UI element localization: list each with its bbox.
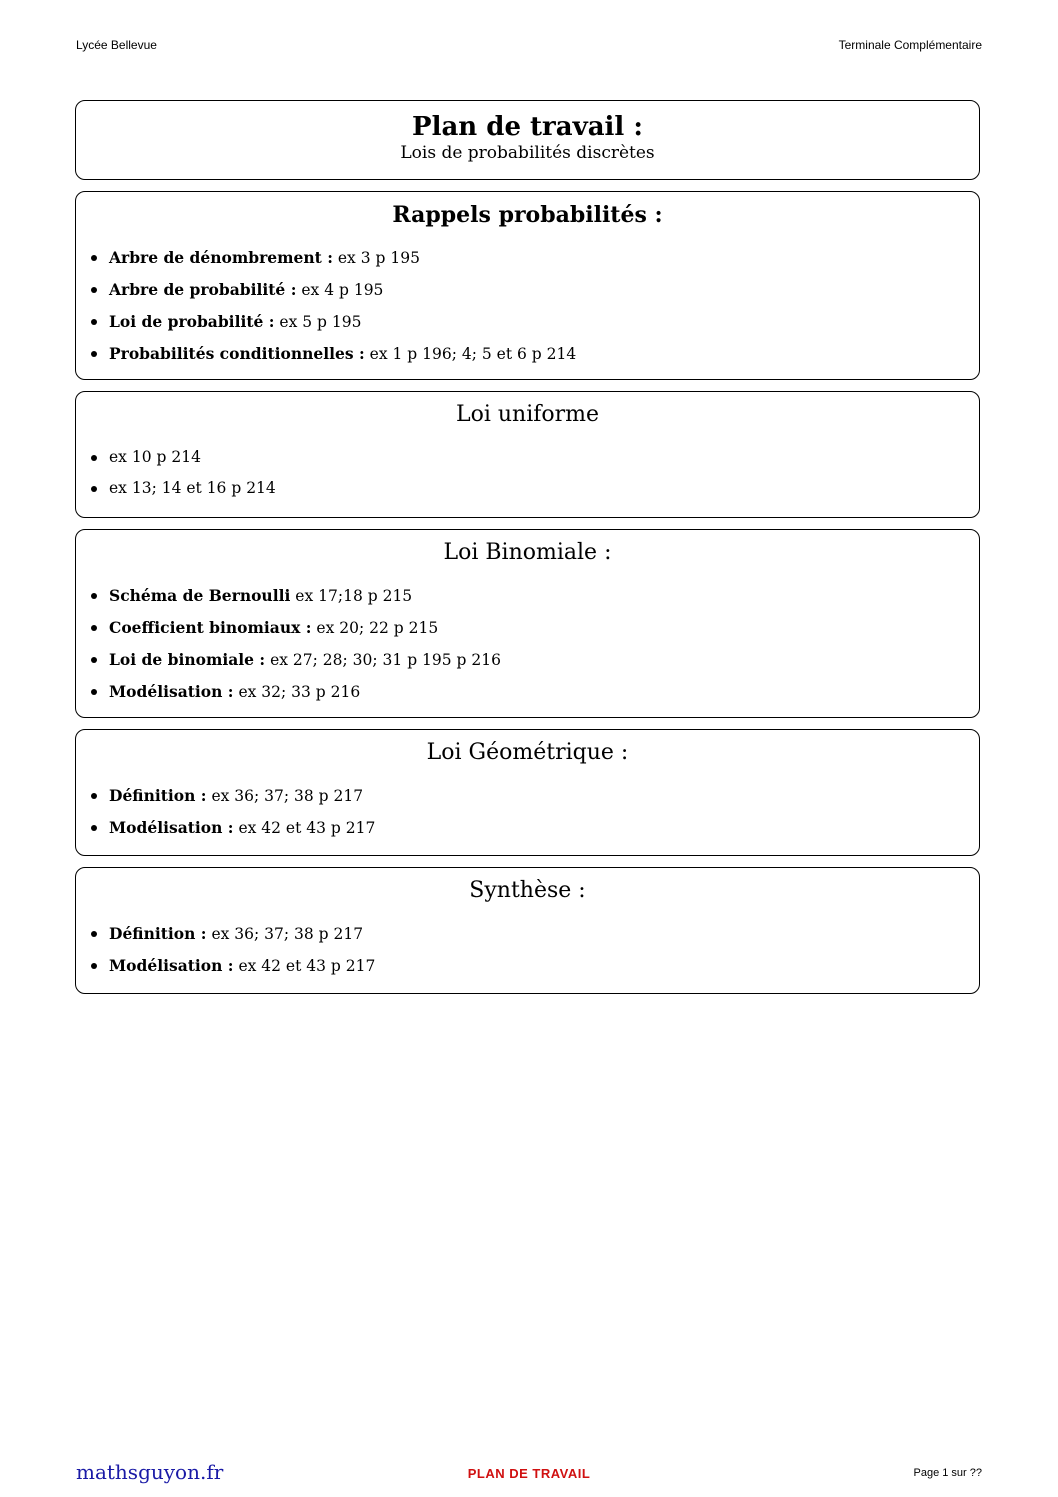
list-item xyxy=(90,918,979,950)
item-text: ex 1 p 196; 4; 5 et 6 p 214 xyxy=(364,345,577,363)
list-item xyxy=(90,274,979,306)
item-label: Schéma de Bernoulli xyxy=(109,586,291,605)
item-text: ex 20; 22 p 215 xyxy=(311,619,439,637)
item-label: Modélisation : xyxy=(109,818,234,837)
list-item xyxy=(90,780,979,812)
list-item xyxy=(90,442,979,473)
item-label: Loi de binomiale : xyxy=(109,650,266,669)
footer-doc-title: PLAN DE TRAVAIL xyxy=(467,1466,591,1481)
item-label: Arbre de dénombrement : xyxy=(109,248,333,267)
item-text: ex 36; 37; 38 p 217 xyxy=(206,787,364,805)
item-text: ex 42 et 43 p 217 xyxy=(233,819,376,837)
item-text: ex 27; 28; 30; 31 p 195 p 216 xyxy=(265,651,501,669)
section-title: Synthèse : xyxy=(469,878,586,903)
section-title: Loi Binomiale : xyxy=(443,540,612,565)
list-item xyxy=(90,950,979,982)
item-label: Coefficient binomiaux : xyxy=(109,618,312,637)
item-text: ex 5 p 195 xyxy=(274,313,362,331)
list-item xyxy=(90,242,979,274)
list-item xyxy=(90,676,979,708)
list-item xyxy=(90,338,979,370)
item-label: Définition : xyxy=(109,924,207,943)
exercise-list xyxy=(76,580,979,708)
item-text: ex 13; 14 et 16 p 214 xyxy=(109,479,276,497)
list-item xyxy=(90,644,979,676)
list-item xyxy=(90,580,979,612)
item-text: ex 4 p 195 xyxy=(296,281,384,299)
item-label: Arbre de probabilité : xyxy=(109,280,297,299)
title-box xyxy=(75,100,980,180)
item-label: Probabilités conditionnelles : xyxy=(109,344,365,363)
section-title: Loi uniforme xyxy=(455,402,600,427)
section-title: Loi Géométrique : xyxy=(426,740,629,765)
section-loi-binomiale xyxy=(75,529,980,718)
exercise-list xyxy=(76,918,979,982)
list-item xyxy=(90,306,979,338)
item-text: ex 3 p 195 xyxy=(332,249,420,267)
header-class: Terminale Complémentaire xyxy=(838,38,982,52)
exercise-list xyxy=(76,242,979,370)
list-item xyxy=(90,612,979,644)
item-text: ex 42 et 43 p 217 xyxy=(233,957,376,975)
section-title: Rappels probabilités : xyxy=(392,202,663,228)
section-loi-geometrique xyxy=(75,729,980,856)
item-label: Définition : xyxy=(109,786,207,805)
page-title: Plan de travail : xyxy=(412,112,643,142)
section-loi-uniforme xyxy=(75,391,980,518)
item-text: ex 17;18 p 215 xyxy=(290,587,413,605)
section-synthese xyxy=(75,867,980,994)
list-item xyxy=(90,473,979,504)
page-subtitle: Lois de probabilités discrètes xyxy=(400,143,655,163)
exercise-list xyxy=(76,780,979,844)
item-text: ex 32; 33 p 216 xyxy=(233,683,361,701)
item-text: ex 10 p 214 xyxy=(109,448,201,466)
exercise-list xyxy=(76,442,979,504)
header-school: Lycée Bellevue xyxy=(76,38,157,52)
section-rappels xyxy=(75,191,980,380)
item-label: Modélisation : xyxy=(109,956,234,975)
item-text: ex 36; 37; 38 p 217 xyxy=(206,925,364,943)
list-item xyxy=(90,812,979,844)
footer-page-number: Page 1 sur ?? xyxy=(913,1467,982,1479)
item-label: Loi de probabilité : xyxy=(109,312,275,331)
footer-site-link[interactable]: mathsguyon.fr xyxy=(76,1460,224,1484)
item-label: Modélisation : xyxy=(109,682,234,701)
